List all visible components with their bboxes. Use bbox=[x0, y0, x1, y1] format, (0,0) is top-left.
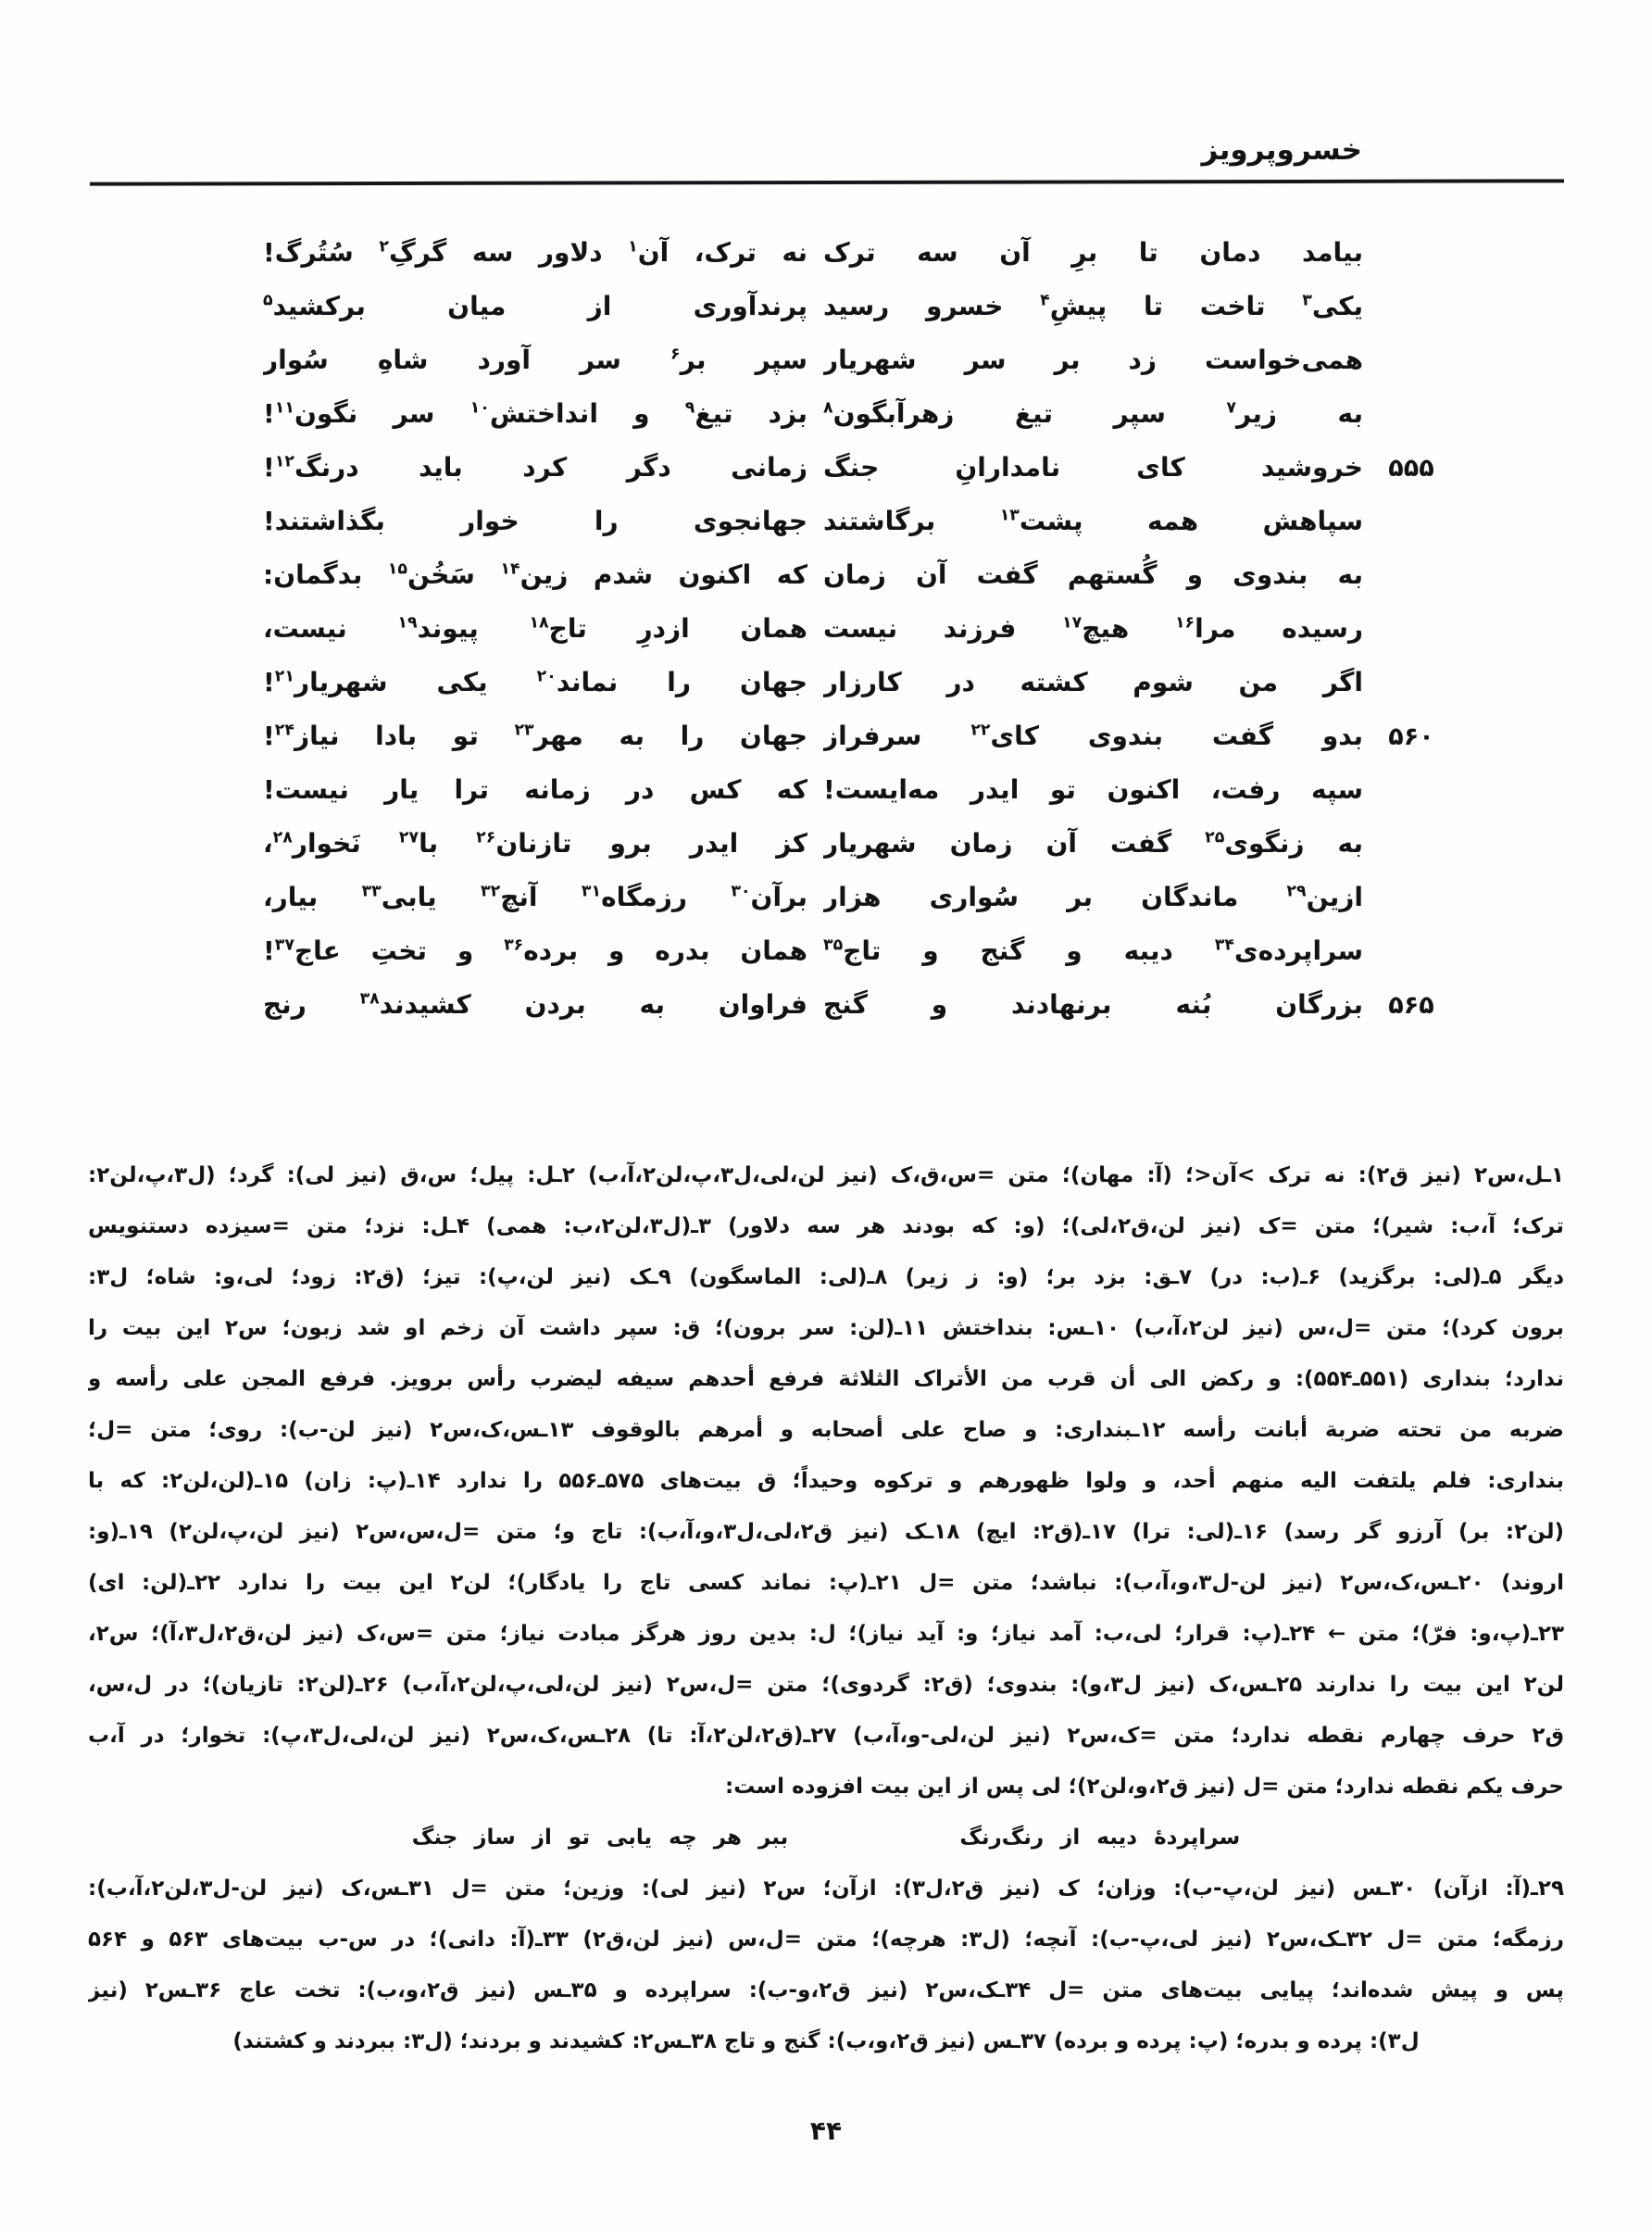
hemistich-right: یکی$^۳$ تاخت تا پیشِ$^۴$ خسرو رسید bbox=[823, 291, 1363, 321]
poem-row bbox=[263, 333, 1444, 387]
inserted-verse-right: سراپردهٔ دیبه از رنگ‌رنگ bbox=[959, 1826, 1241, 1850]
page-number: ۴۴ bbox=[809, 2115, 843, 2146]
hemistich-right: اگر من شوم کشته در کارزار bbox=[823, 667, 1363, 697]
page-header bbox=[88, 128, 1564, 183]
hemistich-left: کز ایدر برو تازنان$^{۲۶}$ با$^{۲۷}$ نَخوار$^{۲۸}$، bbox=[263, 828, 807, 859]
footnote-line: دیگر ۵ـ(لی: برگزید) ۶ـ(ب: در) ۷ـق: بزد بر؛ (و: ز زیر) ۸ـ(لی: الماسگون) ۹ـک (نیز لن،پ): تیز؛ (ق۲: زود؛ لی،و: شاه؛ ل۳: bbox=[88, 1265, 1564, 1289]
hemistich-left: نه ترک، آن$^۱$ دلاور سه گرگِ$^۲$ سُتُرگ! bbox=[263, 237, 807, 268]
hemistich-left: جهان را به مهر$^{۲۳}$ تو بادا نیاز$^{۲۴}$! bbox=[263, 721, 807, 751]
poem-row bbox=[263, 709, 1444, 763]
footnote-line: ل۳): پرده و بدره؛ (پ: پرده و برده) ۳۷ـس (نیز ق۲،و،ب): گنج و تاج ۳۸ـس۲: کشیدند و بردند؛ (ل۳: ببردند و کشتند) bbox=[232, 2029, 1420, 2053]
poem-row bbox=[263, 871, 1444, 924]
footnote-line: اروند) ۲۰ـس،ک،س۲ (نیز لن-ل۳،و،آ،ب): نباشد؛ متن =ل ۲۱ـ(پ: نماند کسی تاج را یادگار)؛ لن۲ این بیت را ندارد ۲۲ـ(لن: ای) bbox=[88, 1571, 1564, 1595]
hemistich-left: بزد تیغ$^۹$ و انداختش$^{۱۰}$ سر نگون$^{۱۱}$! bbox=[263, 398, 807, 429]
footnote-line: ۲۳ـ(پ،و: فرّ)؛ متن ← ۲۴ـ(پ: قرار؛ لی،ب: آمد نیاز؛ و: آید نیاز)؛ ل: بدین روز هرگز مبادت نیاز؛ متن =س،ک (نیز لن،ق۲،ل۳،آ)؛ س۲، bbox=[88, 1622, 1564, 1646]
footnote-line: ضربه من تحته ضربة أبانت رأسه ۱۲ـبنداری: و صاح علی أصحابه و أمرهم بالوقوف ۱۳ـس،ک،س۲ (نیز لن-ب): روی؛ متن =ل؛ bbox=[88, 1418, 1564, 1442]
hemistich-right: بدو گفت بندوی کای$^{۲۲}$ سرفراز bbox=[823, 721, 1363, 751]
hemistich-right: همی‌خواست زد بر سر شهریار bbox=[823, 345, 1363, 375]
footnote-line: برون کرد)؛ متن =ل،س (نیز لن۲،آ،ب) ۱۰ـس: بنداختش ۱۱ـ(لن: سر برون)؛ ق: سپر داشت آن زخم او شد زبون؛ س۲ این بیت را bbox=[88, 1316, 1564, 1340]
hemistich-left: برآن$^{۳۰}$ رزمگاه$^{۳۱}$ آنچ$^{۳۲}$ یابی$^{۳۳}$ بیار، bbox=[263, 882, 807, 912]
footnote-line: ۱ـل،س۲ (نیز ق۲): نه ترک >آن<؛ (آ: مهان)؛ متن =س،ق،ک (نیز لن،لی،ل۳،پ،لن۲،آ،ب) ۲ـل: پیل؛ س،ق (نیز لی): گرد؛ (ل۳،پ،لن۲: bbox=[88, 1163, 1564, 1187]
footnote-line: بنداری: فلم یلتفت الیه منهم أحد، و ولوا ظهورهم و ترکوه وحیداً؛ ق بیت‌های ۵۷۵ـ۵۵۶ را ندارد ۱۴ـ(پ: زان) ۱۵ـ(لن،لن۲: که با bbox=[88, 1469, 1564, 1493]
page-title: خسروپرویز bbox=[1201, 133, 1362, 167]
footnote-line: ندارد؛ بنداری (۵۵۱ـ۵۵۴): و رکض الی أن قرب من الأتراک الثلاثة فرفع أحدهم سیفه لیضرب رأس برویز. فرفع المجن علی رأسه و bbox=[88, 1367, 1564, 1391]
hemistich-left: که اکنون شدم زین$^{۱۴}$ سَخُن$^{۱۵}$ بدگمان: bbox=[263, 559, 807, 590]
poem-row bbox=[263, 978, 1444, 1032]
inserted-verse-left: ببر هر چه یابی تو از ساز جنگ bbox=[411, 1826, 789, 1850]
hemistich-right: رسیده مرا$^{۱۶}$ هیچ$^{۱۷}$ فرزند نیست bbox=[823, 613, 1363, 644]
hemistich-right: خروشید کای نامدارانِ جنگ bbox=[823, 452, 1363, 483]
footnote-inserted-verse bbox=[88, 1813, 1564, 1864]
poem-row bbox=[263, 441, 1444, 495]
footnote-line: پس و پیش شده‌اند؛ پیایی بیت‌های متن =ل ۳۴ـک،س۲ (نیز ق۲،و-ب): سراپرده و ۳۵ـس (نیز ق۲،و،ب): تخت عاج ۳۶ـس۲ (نیز bbox=[88, 1978, 1564, 2002]
hemistich-right: ازین$^{۲۹}$ ماندگان بر سُواری هزار bbox=[823, 882, 1363, 912]
footnote-line: لن۲ این بیت را ندارند ۲۵ـس،ک (نیز ل۳،و): بندوی؛ (ق۲: گردوی)؛ متن =ل،س۲ (نیز لن،لی،پ،لن۲،آ،ب) ۲۶ـ(لن۲: تازیان)؛ در ل،س، bbox=[88, 1673, 1564, 1697]
hemistich-left: همان ازدرِ تاج$^{۱۸}$ پیوند$^{۱۹}$ نیست، bbox=[263, 613, 807, 644]
hemistich-left: پرندآوری از میان برکشید$^۵$ bbox=[263, 291, 807, 321]
poem-row bbox=[263, 924, 1444, 978]
hemistich-left: فراوان به بردن کشیدند$^{۳۸}$ رنج bbox=[263, 989, 807, 1020]
hemistich-right: سپاهش همه پشت$^{۱۳}$ برگاشتند bbox=[823, 506, 1363, 536]
footnotes-block bbox=[88, 1150, 1564, 2067]
poem-block bbox=[263, 226, 1444, 1032]
footnote-line: ۲۹ـ(آ: ازآن) ۳۰ـس (نیز لن،پ-ب): وزان؛ ک (نیز ق۲،ل۳): ازآن؛ س۲ (نیز لی): وزین؛ متن =ل ۳۱ـس،ک (نیز لن-ل۳،لن۲،آ،ب): bbox=[88, 1876, 1564, 1901]
poem-row bbox=[263, 763, 1444, 817]
hemistich-right: بزرگان بُنه برنهادند و گنج bbox=[823, 989, 1363, 1020]
hemistich-right: سراپرده‌ی$^{۳۴}$ دیبه و گنج و تاج$^{۳۵}$ bbox=[823, 935, 1363, 966]
hemistich-right: سپه رفت، اکنون تو ایدر مه‌ایست! bbox=[823, 774, 1363, 805]
footnote-line: ق۲ حرف چهارم نقطه ندارد؛ متن =ک،س۲ (نیز لن،لی-و،آ،ب) ۲۷ـ(ق۲،لن۲،آ: تا) ۲۸ـس،ک،س۲ (نیز لن،لی،ل۳،پ): تخوار؛ در آ،ب bbox=[88, 1724, 1564, 1748]
hemistich-left: که کس در زمانه ترا یار نیست! bbox=[263, 774, 807, 805]
poem-row bbox=[263, 817, 1444, 871]
footnote-line: (لن۲: بر) آرزو گر رسد) ۱۶ـ(لی: ترا) ۱۷ـ(ق۲: ایچ) ۱۸ـک (نیز ق۲،لی،ل۳،و،آ،ب): تاج و؛ متن =ل،س،س۲ (نیز لن،پ،لن۲) ۱۹ـ(و: bbox=[88, 1520, 1564, 1544]
footnote-line: حرف یکم نقطه ندارد؛ متن =ل (نیز ق۲،و،لن۲)؛ لی پس از این بیت افزوده است: bbox=[725, 1775, 1564, 1799]
hemistich-left: زمانی دگر کرد باید درنگ$^{۱۲}$! bbox=[263, 452, 807, 483]
header-rule bbox=[90, 179, 1564, 185]
hemistich-right: به زنگوی$^{۲۵}$ گفت آن زمان شهریار bbox=[823, 828, 1363, 859]
hemistich-left: همان بدره و برده$^{۳۶}$ و تختِ عاج$^{۳۷}$! bbox=[263, 935, 807, 966]
verse-number: ۵۶۵ bbox=[1388, 991, 1434, 1020]
hemistich-right: بیامد دمان تا برِ آن سه ترک bbox=[823, 237, 1363, 268]
poem-row bbox=[263, 387, 1444, 441]
poem-row bbox=[263, 495, 1444, 548]
hemistich-right: به بندوی و گُستهم گفت آن زمان bbox=[823, 559, 1363, 590]
poem-row bbox=[263, 656, 1444, 709]
poem-row bbox=[263, 548, 1444, 602]
hemistich-left: جهانجوی را خوار بگذاشتند! bbox=[263, 506, 807, 536]
footnote-line: ترک؛ آ،ب: شیر)؛ متن =ک (نیز لن،ق۲،لی)؛ (و: که بودند هر سه دلاور) ۳ـ(ل۳،لن۲،ب: همی) ۴ـل: نزد؛ متن =سیزده دستنویس bbox=[88, 1214, 1564, 1238]
hemistich-left: سپر بر$^۶$ سر آورد شاهِ سُوار bbox=[263, 345, 807, 375]
poem-row bbox=[263, 602, 1444, 656]
verse-number: ۵۶۰ bbox=[1388, 722, 1434, 751]
footnote-line: رزمگه؛ متن =ل ۳۲ـک،س۲ (نیز لی،پ-ب): آنچه؛ (ل۳: هرچه)؛ متن =ل،س (نیز لن،ق۲) ۳۳ـ(آ: دانی)؛ در س-ب بیت‌های ۵۶۳ و ۵۶۴ bbox=[88, 1927, 1564, 1952]
poem-row bbox=[263, 226, 1444, 280]
verse-number: ۵۵۵ bbox=[1388, 454, 1434, 483]
hemistich-left: جهان را نماند$^{۲۰}$ یکی شهریار$^{۲۱}$! bbox=[263, 667, 807, 697]
poem-row bbox=[263, 280, 1444, 333]
hemistich-right: به زیر$^۷$ سپر تیغ زهرآبگون$^۸$ bbox=[823, 398, 1363, 429]
